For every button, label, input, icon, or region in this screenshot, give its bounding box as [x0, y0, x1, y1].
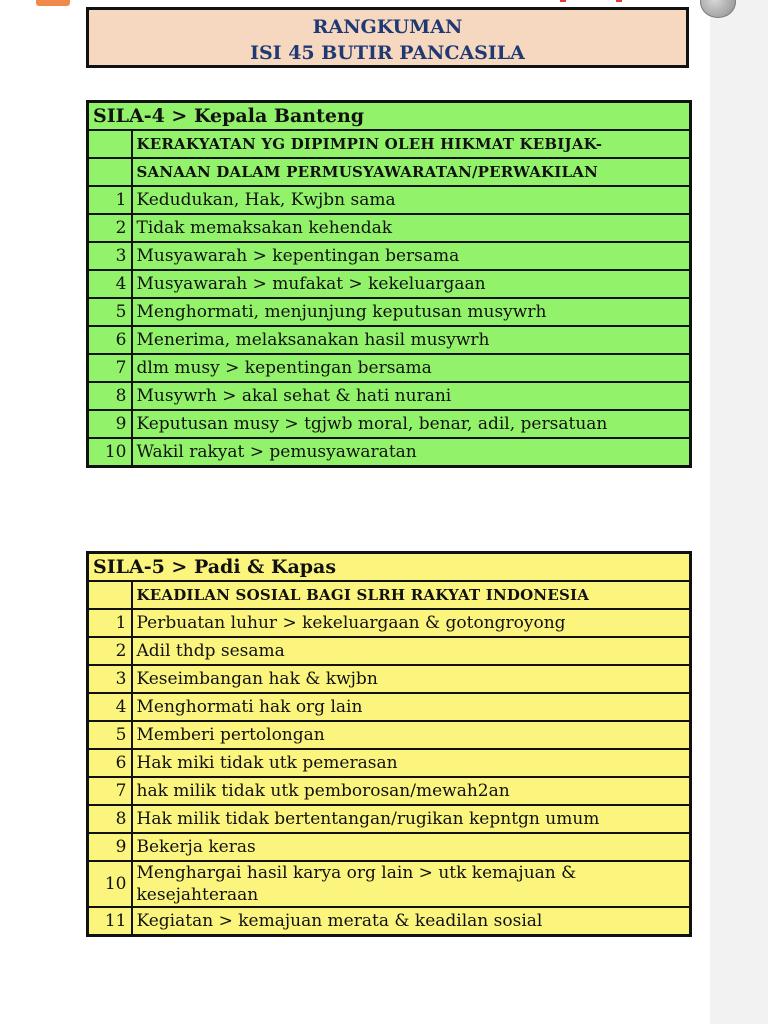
item-number: 6	[88, 326, 132, 354]
table-row	[88, 861, 691, 907]
item-number: 9	[88, 410, 132, 438]
sila-5-heading: KEADILAN SOSIAL BAGI SLRH RAKYAT INDONESIA	[132, 581, 691, 609]
item-text: Musywrh > akal sehat & hati nurani	[132, 382, 691, 410]
item-number: 4	[88, 693, 132, 721]
table-row	[88, 749, 691, 777]
table-row	[88, 410, 691, 438]
summary-title-box	[86, 7, 689, 68]
item-number: 7	[88, 777, 132, 805]
table-row	[88, 326, 691, 354]
app-badge-icon	[36, 0, 70, 6]
item-number: 2	[88, 637, 132, 665]
table-row	[88, 214, 691, 242]
table-title-row	[88, 553, 691, 582]
item-text: Tidak memaksakan kehendak	[132, 214, 691, 242]
item-number: 8	[88, 382, 132, 410]
item-text: Hak milik tidak bertentangan/rugikan kepntgn umum	[132, 805, 691, 833]
item-number: 2	[88, 214, 132, 242]
table-row	[88, 805, 691, 833]
item-text: Menghargai hasil karya org lain > utk kemajuan & kesejahteraan	[132, 861, 691, 907]
item-number: 1	[88, 186, 132, 214]
item-text: Keseimbangan hak & kwjbn	[132, 665, 691, 693]
table-heading-row	[88, 581, 691, 609]
table-row	[88, 438, 691, 467]
item-text: Menerima, melaksanakan hasil musywrh	[132, 326, 691, 354]
table-row	[88, 637, 691, 665]
item-number: 4	[88, 270, 132, 298]
item-number: 3	[88, 242, 132, 270]
item-text: Hak miki tidak utk pemerasan	[132, 749, 691, 777]
table-title-row	[88, 102, 691, 131]
item-text: Menghormati hak org lain	[132, 693, 691, 721]
item-text: Kegiatan > kemajuan merata & keadilan sosial	[132, 907, 691, 936]
item-text: Perbuatan luhur > kekeluargaan & gotongroyong	[132, 609, 691, 637]
sila-5-table	[86, 551, 692, 937]
item-number: 6	[88, 749, 132, 777]
table-row	[88, 242, 691, 270]
item-text: Keputusan musy > tgjwb moral, benar, adil, persatuan	[132, 410, 691, 438]
item-number: 5	[88, 721, 132, 749]
item-text: hak milik tidak utk pemborosan/mewah2an	[132, 777, 691, 805]
table-heading-row	[88, 130, 691, 158]
item-number: 5	[88, 298, 132, 326]
table-row	[88, 907, 691, 936]
item-number: 9	[88, 833, 132, 861]
item-text: dlm musy > kepentingan bersama	[132, 354, 691, 382]
sila-4-heading-line-2: SANAAN DALAM PERMUSYAWARATAN/PERWAKILAN	[132, 158, 691, 186]
sila-4-table	[86, 100, 692, 468]
item-number: 8	[88, 805, 132, 833]
item-text: Wakil rakyat > pemusyawaratan	[132, 438, 691, 467]
summary-title: RANGKUMAN	[312, 16, 463, 38]
red-marker-icon	[560, 0, 640, 2]
item-text: Adil thdp sesama	[132, 637, 691, 665]
item-number: 1	[88, 609, 132, 637]
table-heading-row	[88, 158, 691, 186]
item-number: 7	[88, 354, 132, 382]
item-text: Musyawarah > mufakat > kekeluargaan	[132, 270, 691, 298]
table-row	[88, 609, 691, 637]
table-row	[88, 354, 691, 382]
table-row	[88, 777, 691, 805]
item-number: 10	[88, 861, 132, 907]
summary-subtitle: ISI 45 BUTIR PANCASILA	[250, 42, 525, 64]
item-text: Memberi pertolongan	[132, 721, 691, 749]
table-row	[88, 721, 691, 749]
item-text: Bekerja keras	[132, 833, 691, 861]
scroll-gutter	[710, 0, 768, 1024]
item-text: Kedudukan, Hak, Kwjbn sama	[132, 186, 691, 214]
table-row	[88, 665, 691, 693]
table-row	[88, 270, 691, 298]
item-number: 10	[88, 438, 132, 467]
table-row	[88, 298, 691, 326]
table-row	[88, 833, 691, 861]
table-row	[88, 693, 691, 721]
sila-4-heading-line-1: KERAKYATAN YG DIPIMPIN OLEH HIKMAT KEBIJAK-	[132, 130, 691, 158]
sila-5-title: SILA-5 > Padi & Kapas	[88, 553, 691, 582]
table-row	[88, 186, 691, 214]
table-row	[88, 382, 691, 410]
item-number: 11	[88, 907, 132, 936]
item-text: Menghormati, menjunjung keputusan musywrh	[132, 298, 691, 326]
item-text: Musyawarah > kepentingan bersama	[132, 242, 691, 270]
sila-4-title: SILA-4 > Kepala Banteng	[88, 102, 691, 131]
item-number: 3	[88, 665, 132, 693]
